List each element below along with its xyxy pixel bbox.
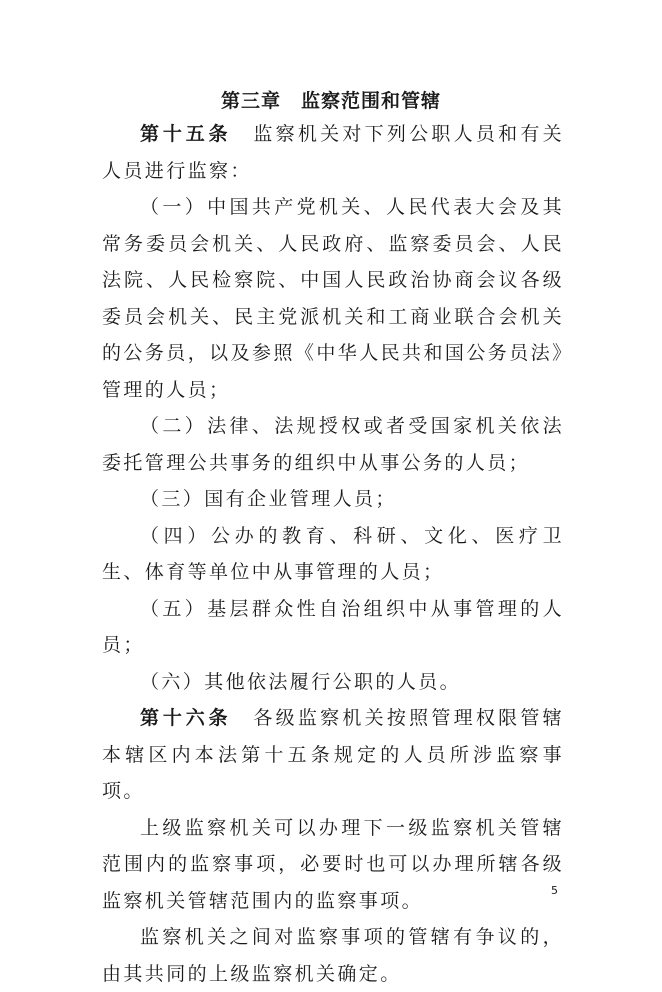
article-16 — [102, 700, 564, 810]
paragraph: 监察机关之间对监察事项的管辖有争议的，由其共同的上级监察机关确定。 — [102, 926, 564, 985]
list-item: （四）公办的教育、科研、文化、医疗卫生、体育等单位中从事管理的人员； — [102, 524, 564, 583]
list-item: （六）其他依法履行公职的人员。 — [140, 670, 462, 693]
list-item: （三）国有企业管理人员； — [140, 488, 397, 510]
list-item: （二）法律、法规授权或者受国家机关依法委托管理公共事务的组织中从事公务的人员； — [102, 415, 564, 474]
list-item: （五）基层群众性自治组织中从事管理的人员； — [102, 597, 564, 656]
article-number: 第十五条 — [140, 123, 232, 145]
article-text: 监察机关对下列公职人员和有关人员进行监察： — [102, 123, 564, 182]
article-number: 第十六条 — [140, 707, 232, 729]
article-text: 各级监察机关按照管理权限管辖本辖区内本法第十五条规定的人员所涉监察事项。 — [102, 707, 564, 802]
article-15 — [102, 116, 564, 189]
chapter-title: 第三章 监察范围和管辖 — [220, 90, 441, 112]
list-item: （一）中国共产党机关、人民代表大会及其常务委员会机关、人民政府、监察委员会、人民法院、人民检察院、中国人民政治协商会议各级委员会机关、民主党派机关和工商业联合会机关的公务员，以及参照《中华人民共和国公务员法》管理的人员； — [102, 196, 564, 401]
document-body — [102, 116, 564, 992]
page-number: 5 — [551, 884, 558, 897]
paragraph: 上级监察机关可以办理下一级监察机关管辖范围内的监察事项，必要时也可以办理所辖各级监察机关管辖范围内的监察事项。 — [102, 816, 564, 912]
